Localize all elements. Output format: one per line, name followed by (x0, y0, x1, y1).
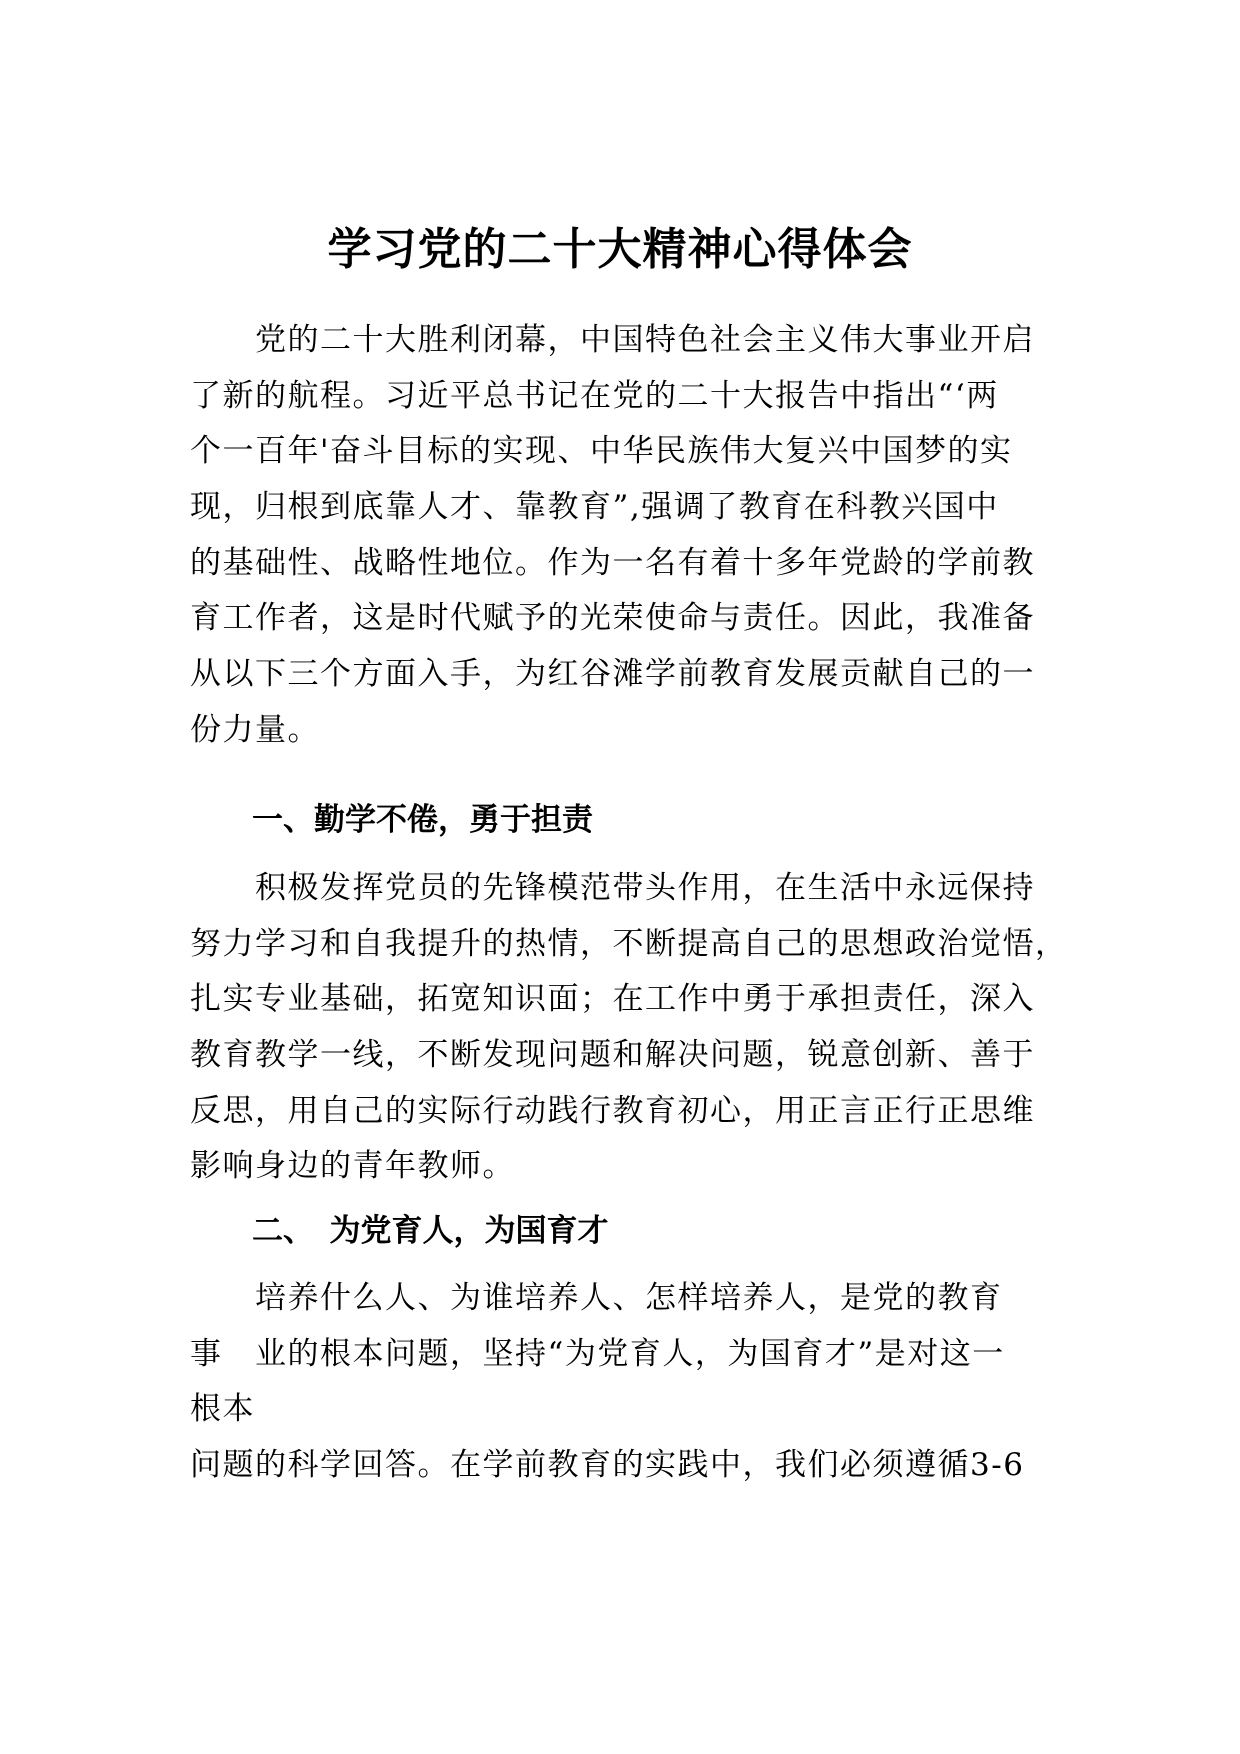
paragraph-line: 的基础性、战略性地位。作为一名有着十多年党龄的学前教 (190, 544, 1035, 581)
section-heading-1: 一、勤学不倦，勇于担责 (252, 802, 593, 838)
paragraph-line: 努力学习和自我提升的热情，不断提高自己的思想政治觉悟， (190, 925, 1068, 962)
paragraph-line: 从以下三个方面入手，为红谷滩学前教育发展贡献自己的一 (190, 656, 1035, 693)
paragraph-intro (190, 313, 1070, 759)
paragraph-line: 反思，用自己的实际行动践行教育初心，用正言正行正思维 (190, 1092, 1035, 1129)
paragraph-line: 影响身边的青年教师。 (190, 1148, 515, 1185)
paragraph-line: 教育教学一线，不断发现问题和解决问题，锐意创新、善于 (190, 1037, 1035, 1074)
paragraph-line: 现，归根到底靠人才、靠教育”,强调了教育在科教兴国中 (190, 489, 999, 526)
paragraph-section-1 (190, 861, 1070, 1195)
paragraph-line: 份力量。 (190, 711, 320, 748)
paragraph-line: 了新的航程。习近平总书记在党的二十大报告中指出“‘两 (190, 377, 999, 414)
section-heading-2: 二、 为党育人，为国育才 (252, 1213, 609, 1249)
paragraph-line: 积极发挥党员的先锋模范带头作用，在生活中永远保持 (190, 870, 1035, 906)
paragraph-line: 扎实专业基础，拓宽知识面；在工作中勇于承担责任，深入 (190, 981, 1035, 1018)
document-title: 学习党的二十大精神心得体会 (327, 224, 913, 275)
paragraph-section-2 (190, 1271, 1070, 1494)
paragraph-line: 培养什么人、为谁培养人、怎样培养人，是党的教育 (190, 1280, 1003, 1316)
paragraph-line: 个一百年'奋斗目标的实现、中华民族伟大复兴中国梦的实 (190, 433, 1013, 470)
paragraph-line: 党的二十大胜利闭幕，中国特色社会主义伟大事业开启 (190, 322, 1035, 358)
paragraph-line: 育工作者，这是时代赋予的光荣使命与责任。因此，我准备 (190, 600, 1035, 637)
paragraph-line: 事 业的根本问题，坚持“为党育人，为国育才”是对这一 (190, 1335, 1005, 1372)
paragraph-line: 根本 (190, 1391, 255, 1428)
paragraph-line: 问题的科学回答。在学前教育的实践中，我们必须遵循3-6 (190, 1447, 1025, 1484)
